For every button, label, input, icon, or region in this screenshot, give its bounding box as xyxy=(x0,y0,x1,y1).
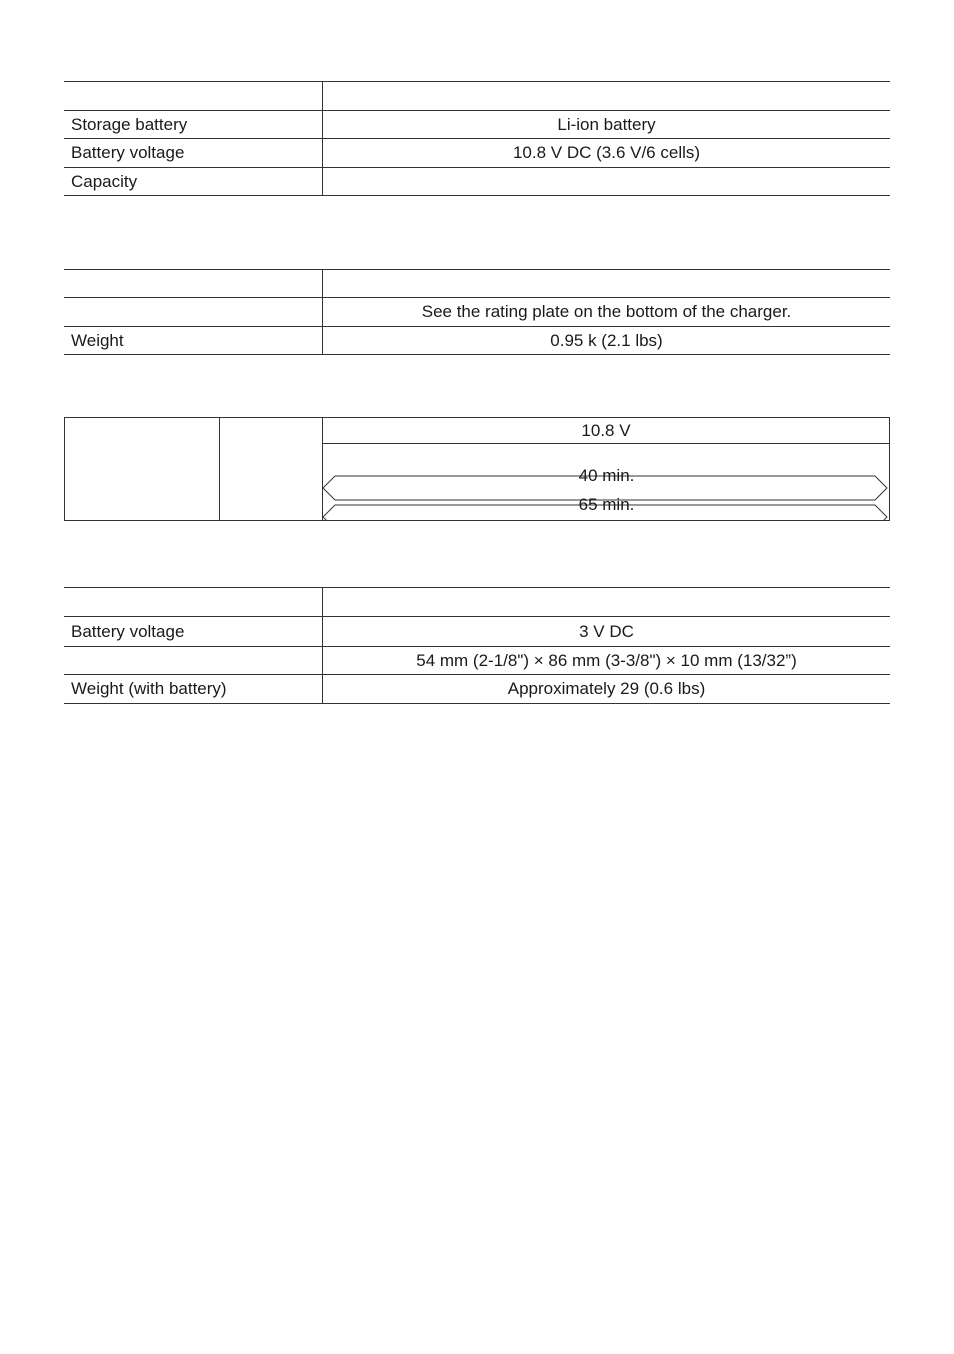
row-value: 3 V DC xyxy=(579,621,634,641)
charging-time-table xyxy=(64,417,890,521)
row-label: Storage battery xyxy=(71,114,188,134)
charger-spec-table xyxy=(64,269,890,355)
charge-time-long: 65 min. xyxy=(578,495,635,514)
charger-row-weight xyxy=(64,327,890,355)
device-row-voltage xyxy=(64,617,890,647)
row-value: See the rating plate on the bottom of the charger. xyxy=(421,302,792,321)
row-value xyxy=(323,168,890,195)
battery-row-storage xyxy=(64,111,890,139)
battery-row-voltage xyxy=(64,139,890,168)
row-label: Capacity xyxy=(71,171,138,191)
row-value: Li-ion battery xyxy=(557,114,656,134)
row-value xyxy=(323,270,890,297)
row-value: 10.8 V DC (3.6 V/6 cells) xyxy=(512,143,701,162)
charger-header-row xyxy=(64,269,890,298)
row-value xyxy=(323,588,890,616)
row-value: Approximately 29 (0.6 lbs) xyxy=(507,679,706,698)
device-spec-table xyxy=(64,587,890,704)
row-value: 0.95 k (2.1 lbs) xyxy=(550,330,663,350)
row-label: Weight (with battery) xyxy=(71,679,227,698)
battery-header-row xyxy=(64,81,890,111)
row-label: Weight xyxy=(71,330,124,350)
row-label: Battery voltage xyxy=(71,143,185,162)
device-row-dimensions xyxy=(64,647,890,675)
charge-time-short: 40 min. xyxy=(578,466,635,485)
voltage-header: 10.8 V xyxy=(581,421,631,440)
row-value: 54 mm (2-1/8") × 86 mm (3-3/8") × 10 mm (13/32”) xyxy=(416,650,797,670)
charger-row-rating xyxy=(64,298,890,327)
battery-spec-table xyxy=(64,81,890,196)
row-label: Battery voltage xyxy=(71,621,185,641)
device-header-row xyxy=(64,587,890,617)
battery-row-capacity xyxy=(64,168,890,196)
device-row-weight xyxy=(64,675,890,704)
row-value xyxy=(323,82,890,110)
